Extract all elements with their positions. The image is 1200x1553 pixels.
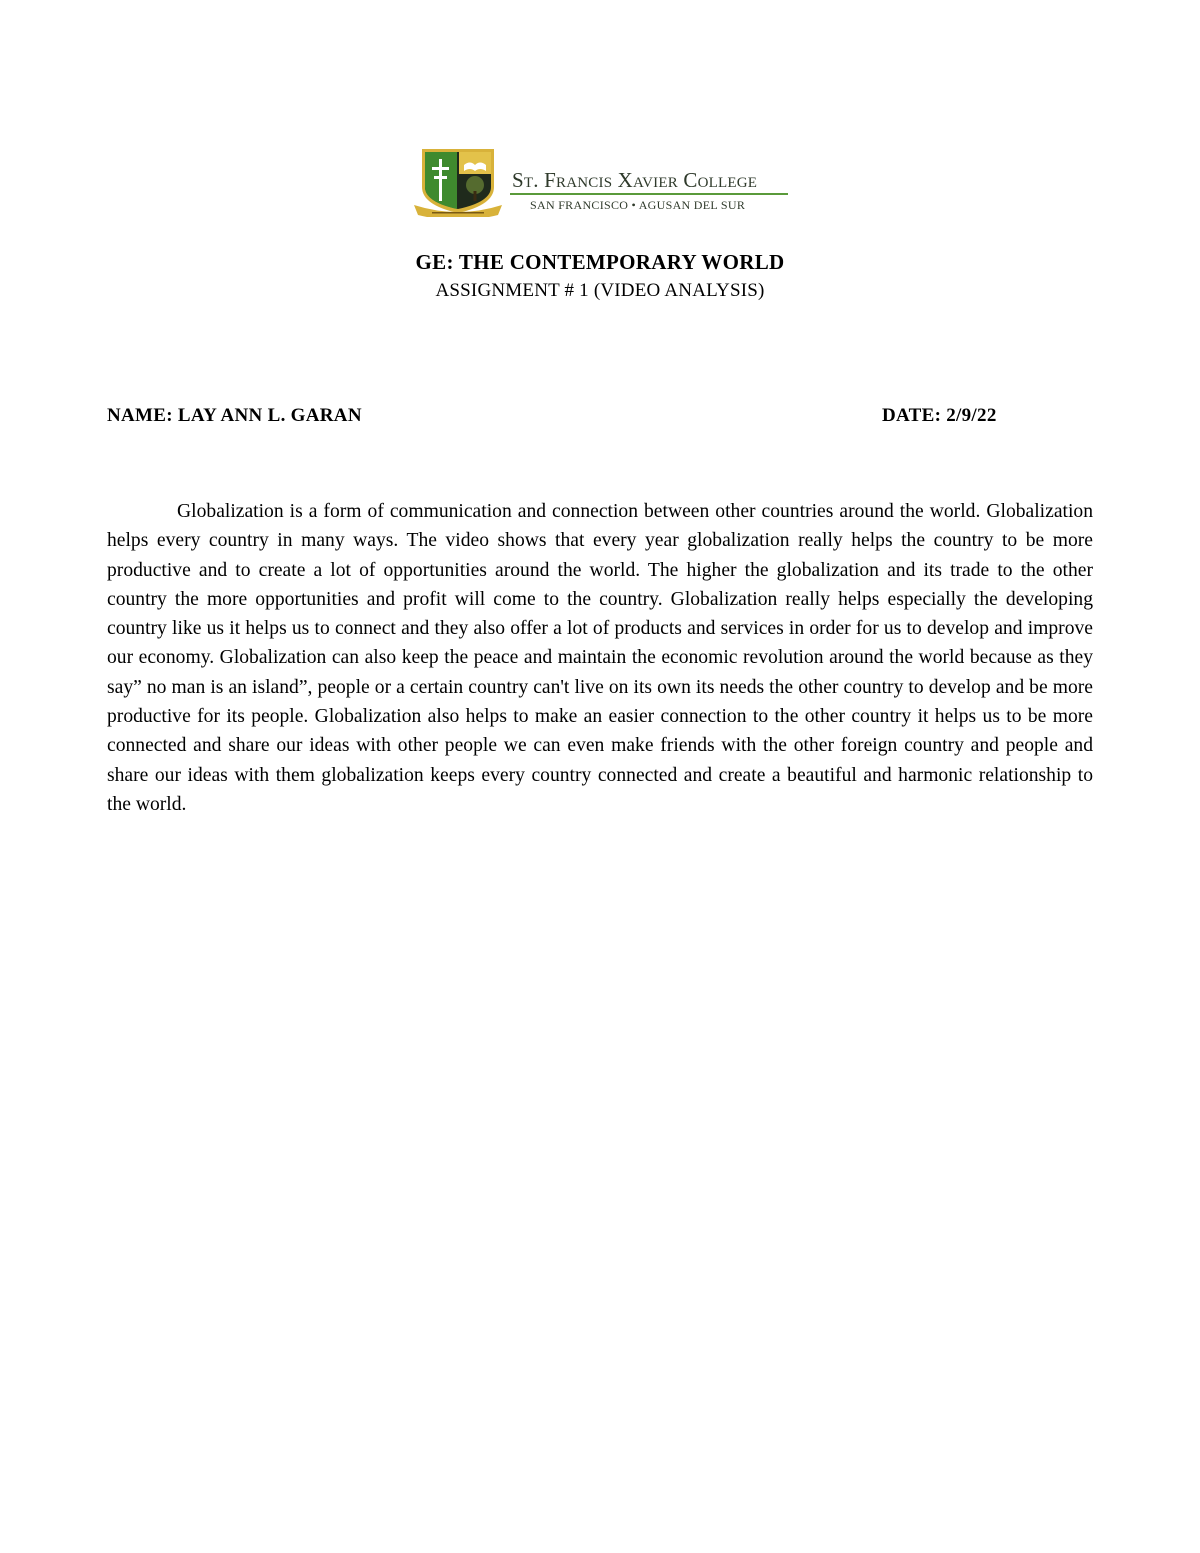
course-title: GE: THE CONTEMPORARY WORLD — [415, 250, 785, 274]
college-header — [412, 143, 792, 217]
college-location: SAN FRANCISCO • AGUSAN DEL SUR — [530, 198, 746, 212]
body-paragraph: Globalization is a form of communication and connection between other countries around the world. Globalization helps every country in many ways. The video shows that every year globalization really helps the country to be more productive and to create a lot of opportunities around the world. The higher the globalization and its trade to the other country the more opportunities and profit will come to the country. Globalization really helps especially the developing country like us it helps us to connect and they also offer a lot of products and services in order for us to develop and improve our economy. Globalization can also keep the peace and maintain the economic revolution around the world because as they say” no man is an island”, people or a certain country can't live on its own its needs the other country to develop and be more productive for its people. Globalization also helps to make an easier connection to the other country it helps us to be more connected and share our ideas with other people we can even make friends with the other foreign country and people and share our ideas with them globalization keeps every country connected and create a beautiful and harmonic relationship to the world. — [107, 501, 1093, 815]
college-crest-icon — [412, 143, 504, 217]
assignment-title: ASSIGNMENT # 1 (VIDEO ANALYSIS) — [435, 280, 765, 301]
submission-date: DATE: 2/9/22 — [882, 405, 997, 426]
student-name: NAME: LAY ANN L. GARAN — [107, 405, 362, 426]
college-name-underline — [510, 193, 788, 195]
college-name: St. Francis Xavier College — [512, 168, 758, 192]
